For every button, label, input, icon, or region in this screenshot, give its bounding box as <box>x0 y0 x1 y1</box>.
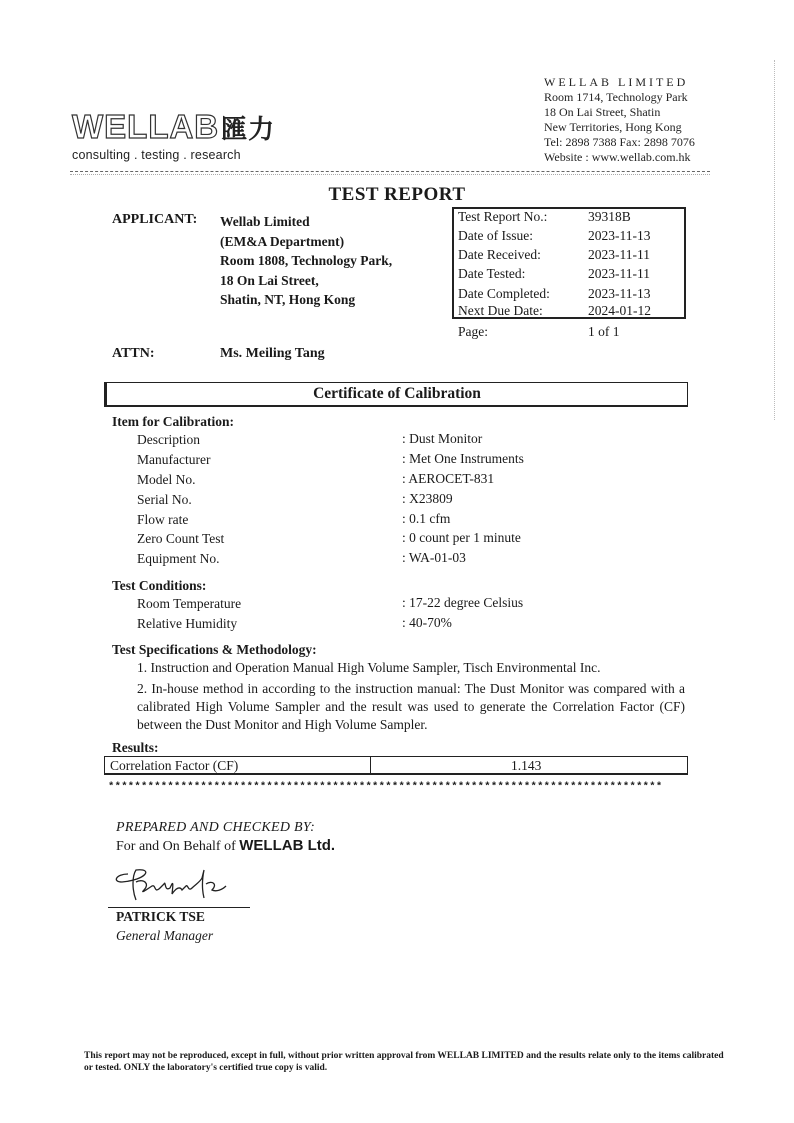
signature-image <box>106 860 256 908</box>
results-column-divider <box>370 756 371 775</box>
address-line: 18 On Lai Street, Shatin <box>544 105 661 119</box>
applicant-address <box>220 212 392 310</box>
model-no-label: Model No. <box>137 472 196 487</box>
correlation-factor-value: 1.143 <box>511 758 542 773</box>
results-heading: Results: <box>112 740 159 755</box>
conditions-heading: Test Conditions: <box>112 578 207 593</box>
page-label: Page: <box>458 324 488 339</box>
applicant-line: Room 1808, Technology Park, <box>220 253 393 268</box>
applicant-line: Shatin, NT, Hong Kong <box>220 292 356 307</box>
manufacturer-value: : Met One Instruments <box>402 451 524 466</box>
humidity-label: Relative Humidity <box>137 616 238 631</box>
zero-count-value: : 0 count per 1 minute <box>402 530 521 545</box>
company-logo <box>72 110 275 143</box>
header-divider-secondary <box>70 174 710 175</box>
item-section-heading: Item for Calibration: <box>112 414 234 429</box>
room-temp-value: : 17-22 degree Celsius <box>402 595 524 610</box>
address-line: New Territories, Hong Kong <box>544 120 682 134</box>
tested-date-value: 2023-11-11 <box>588 266 650 281</box>
applicant-line: Wellab Limited <box>220 214 310 229</box>
company-address-block <box>544 75 695 165</box>
model-no-value: : AEROCET-831 <box>402 471 495 486</box>
zero-count-label: Zero Count Test <box>137 531 225 546</box>
completed-date-label: Date Completed: <box>458 286 550 301</box>
issue-date-label: Date of Issue: <box>458 228 533 243</box>
signer-title: General Manager <box>116 928 214 943</box>
applicant-line: 18 On Lai Street, <box>220 272 319 288</box>
attn-value: Ms. Meiling Tang <box>220 346 325 361</box>
methodology-heading: Test Specifications & Methodology: <box>112 642 317 657</box>
company-name: WELLAB LIMITED <box>544 75 689 89</box>
report-title: TEST REPORT <box>328 184 466 205</box>
room-temp-label: Room Temperature <box>137 596 242 611</box>
report-no-label: Test Report No.: <box>458 209 548 224</box>
completed-date-value: 2023-11-13 <box>588 286 651 301</box>
methodology-item-1: 1. Instruction and Operation Manual High Volume Sampler, Tisch Environmental Inc. <box>137 660 601 675</box>
page-edge-mark <box>774 60 775 420</box>
page-value: 1 of 1 <box>588 324 620 339</box>
due-date-label: Next Due Date: <box>458 303 543 318</box>
applicant-label: APPLICANT: <box>112 212 198 227</box>
on-behalf-prefix: For and On Behalf of <box>116 839 240 854</box>
certificate-title: Certificate of Calibration <box>104 382 688 407</box>
on-behalf-line <box>116 837 335 855</box>
description-label: Description <box>137 432 200 447</box>
logo-cjk-text: 匯力 <box>221 115 276 145</box>
tested-date-label: Date Tested: <box>458 266 526 281</box>
equipment-no-label: Equipment No. <box>137 551 220 566</box>
received-date-label: Date Received: <box>458 247 541 262</box>
footer-disclaimer: This report may not be reproduced, except in full, without prior written approval from WELLAB LIMITED and the results relate only to the items calibrated or tested. ONLY the laboratory's certified true copy is valid. <box>84 1051 724 1073</box>
logo-tagline: consulting . testing . research <box>72 148 241 162</box>
serial-no-label: Serial No. <box>137 492 192 507</box>
flow-rate-value: : 0.1 cfm <box>402 511 451 526</box>
signature-line <box>108 907 250 908</box>
correlation-factor-label: Correlation Factor (CF) <box>110 758 239 773</box>
website-line: Website : www.wellab.com.hk <box>544 150 691 164</box>
serial-no-value: : X23809 <box>402 491 453 506</box>
logo-text: WELLAB <box>72 108 220 145</box>
attn-label: ATTN: <box>112 346 155 361</box>
contact-line: Tel: 2898 7388 Fax: 2898 7076 <box>544 135 695 149</box>
prepared-by-label: PREPARED AND CHECKED BY: <box>116 820 316 835</box>
on-behalf-company: WELLAB Ltd. <box>239 837 336 854</box>
applicant-line: (EM&A Department) <box>220 233 345 249</box>
report-no-value: 39318B <box>588 209 631 224</box>
signer-name: PATRICK TSE <box>116 909 205 924</box>
flow-rate-label: Flow rate <box>137 512 189 527</box>
due-date-value: 2024-01-12 <box>588 303 651 318</box>
humidity-value: : 40-70% <box>402 615 452 630</box>
received-date-value: 2023-11-11 <box>588 247 650 262</box>
end-separator: ************************************************************************************ <box>108 781 663 793</box>
issue-date-value: 2023-11-13 <box>588 228 651 243</box>
methodology-item-2: 2. In-house method in according to the instruction manual: The Dust Monitor was compared with a calibrated High Volume Sampler and the result was used to generate the Correlation Factor (CF) between the Dust Monitor and High Volume Sampler. <box>137 681 685 732</box>
equipment-no-value: : WA-01-03 <box>402 550 466 565</box>
description-value: : Dust Monitor <box>402 431 483 446</box>
manufacturer-label: Manufacturer <box>137 452 211 467</box>
address-line: Room 1714, Technology Park <box>544 90 688 104</box>
header-divider <box>70 171 710 172</box>
